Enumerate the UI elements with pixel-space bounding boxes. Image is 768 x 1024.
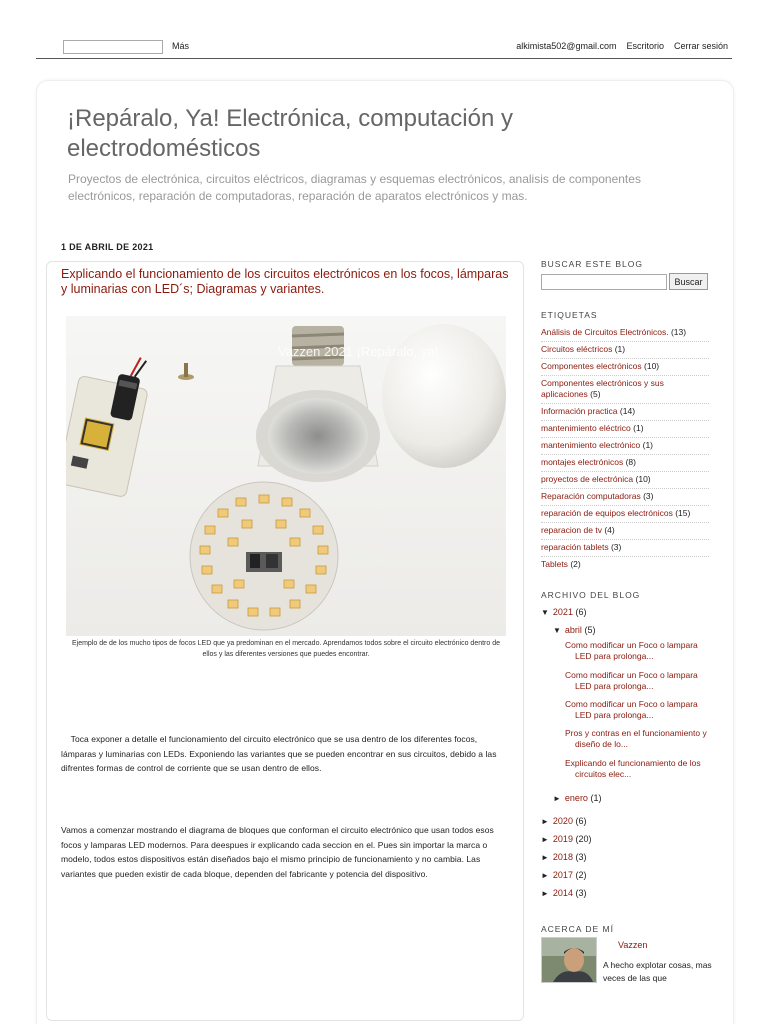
- blog-description: Proyectos de electrónica, circuitos eléctricos, diagramas y esquemas electrónicos, analisis de componentes electrónicos, reparación de computadoras, reparación de aparatos electrónicos y mas.: [68, 172, 641, 203]
- profile-name[interactable]: Vazzen: [618, 940, 648, 950]
- label-item[interactable]: mantenimiento eléctrico (1): [541, 421, 709, 438]
- label-item[interactable]: proyectos de electrónica (10): [541, 472, 709, 489]
- archive-year[interactable]: ► 2014 (3): [541, 888, 587, 898]
- archive-post-link[interactable]: Como modificar un Foco o lampara LED para prolonga...: [565, 699, 698, 720]
- expanded-triangle-icon[interactable]: ▼: [553, 626, 561, 635]
- navbar-account: [516, 41, 728, 51]
- label-item[interactable]: reparación de equipos electrónicos (15): [541, 506, 709, 523]
- label-item[interactable]: montajes electrónicos (8): [541, 455, 709, 472]
- collapsed-triangle-icon[interactable]: ►: [541, 853, 549, 862]
- image-watermark: Vazzen 2021 ¡Repáralo, ya!: [278, 344, 439, 359]
- post-paragraph-2: Vamos a comenzar mostrando el diagrama de bloques que conforman el circuito electrónico que usan todos esos focos y lamparas LED modernos. Para deespues ir explicando cada seccion en el. Pues sin importar la marca o modelo, todos estos dispositivos están diseñados bajo el mismo principio de funcionamiento y no cambia. Las variantes que pueden existir de cada bloque, dependen del fabricante y potencia del dispositivo.: [61, 825, 494, 879]
- archive-month-april[interactable]: ▼ abril (5): [553, 625, 596, 635]
- labels-list: [541, 325, 709, 573]
- image-caption: Ejemplo de de los mucho tipos de focos LED que ya predominan en el mercado. Aprendamos todos sobre el circuito electrónico dentro de ellos y las diferentes versiones que puedes encontrar.: [71, 640, 501, 658]
- archive-post-link[interactable]: Pros y contras en el funcionamiento y diseño de lo...: [565, 728, 707, 749]
- archive-year[interactable]: ► 2017 (2): [541, 870, 587, 880]
- label-item[interactable]: mantenimiento electrónico (1): [541, 438, 709, 455]
- search-button[interactable]: Buscar: [669, 273, 708, 290]
- profile-text: A hecho explotar cosas, mas veces de las que: [603, 960, 712, 983]
- blog-search-input[interactable]: [541, 274, 667, 290]
- expanded-triangle-icon[interactable]: ▼: [541, 608, 549, 617]
- navbar-divider: [36, 58, 732, 59]
- search-heading: BUSCAR ESTE BLOG: [541, 259, 643, 269]
- post-paragraph-1-text: Toca exponer a detalle el funcionamiento del circuito electrónico que se usa dentro de los diferentes focos, lámparas y luminarias con LEDs. Exponiendo las variantes que se pueden encontrar en sus circuitos, debido a las difrentes formas de control de corriente que se usan dentro de ellos.: [61, 734, 497, 773]
- navbar-search-input[interactable]: [63, 40, 163, 54]
- profile-photo[interactable]: [541, 937, 597, 983]
- collapsed-triangle-icon[interactable]: ►: [541, 817, 549, 826]
- label-item[interactable]: Circuitos eléctricos (1): [541, 342, 709, 359]
- logout-link[interactable]: Cerrar sesión: [673, 41, 728, 51]
- collapsed-triangle-icon[interactable]: ►: [541, 835, 549, 844]
- collapsed-triangle-icon[interactable]: ►: [541, 871, 549, 880]
- account-email: alkimista502@gmail.com: [516, 41, 617, 51]
- led-bulb-photo: [66, 316, 506, 636]
- more-link[interactable]: Más: [172, 41, 190, 51]
- archive-year[interactable]: ► 2018 (3): [541, 852, 587, 862]
- blog-title[interactable]: ¡Repáralo, Ya! Electrónica, computación y electrodomésticos: [67, 105, 514, 162]
- label-item[interactable]: Reparación computadoras (3): [541, 489, 709, 506]
- post-title[interactable]: Explicando el funcionamiento de los circuitos electrónicos en los focos, lámparas y luminarias con LED´s; Diagramas y variantes.: [61, 267, 509, 296]
- post-date: 1 DE ABRIL DE 2021: [61, 242, 154, 252]
- about-heading: ACERCA DE MÍ: [541, 924, 614, 934]
- label-item[interactable]: Información practica (14): [541, 404, 709, 421]
- profile-avatar-icon: [542, 938, 597, 983]
- archive-post-link[interactable]: Explicando el funcionamiento de los circuitos elec...: [565, 758, 701, 779]
- label-item[interactable]: reparación tablets (3): [541, 540, 709, 557]
- label-item[interactable]: Componentes electrónicos (10): [541, 359, 709, 376]
- label-item[interactable]: Tablets (2): [541, 559, 581, 569]
- label-item[interactable]: reparacion de tv (4): [541, 523, 709, 540]
- post-paragraph-1: [61, 732, 513, 776]
- collapsed-triangle-icon[interactable]: ►: [541, 889, 549, 898]
- archive-year[interactable]: ► 2019 (20): [541, 834, 592, 844]
- label-item[interactable]: Análisis de Circuitos Electrónicos. (13): [541, 325, 709, 342]
- archive-month-january[interactable]: ► enero (1): [553, 793, 602, 803]
- archive-post-link[interactable]: Como modificar un Foco o lampara LED para prolonga...: [565, 640, 698, 661]
- archive-year-2021[interactable]: ▼ 2021 (6): [541, 607, 587, 617]
- desk-link[interactable]: Escritorio: [626, 41, 664, 51]
- archive-heading: ARCHIVO DEL BLOG: [541, 590, 641, 600]
- archive-year[interactable]: ► 2020 (6): [541, 816, 587, 826]
- navbar: [0, 0, 768, 60]
- post-image[interactable]: [66, 316, 506, 636]
- archive-post-link[interactable]: Como modificar un Foco o lampara LED para prolonga...: [565, 670, 698, 691]
- labels-heading: ETIQUETAS: [541, 310, 598, 320]
- label-item[interactable]: Componentes electrónicos y sus aplicaciones (5): [541, 376, 709, 404]
- collapsed-triangle-icon[interactable]: ►: [553, 794, 561, 803]
